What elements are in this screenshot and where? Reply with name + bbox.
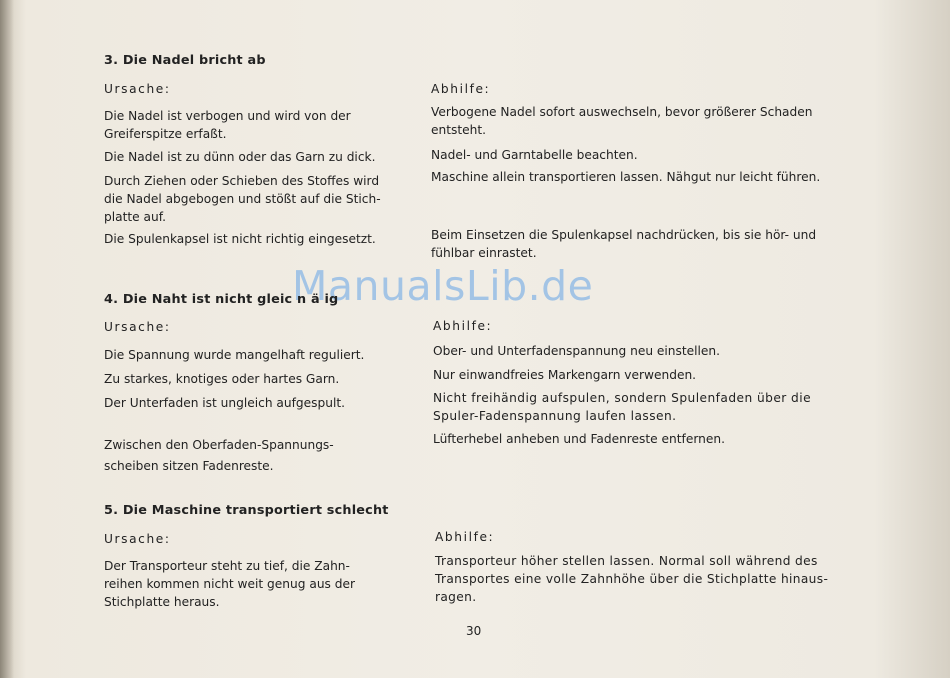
section-4-remedy-label: Abhilfe: [433, 319, 493, 333]
section-5-heading: 5. Die Maschine transportiert schlecht [104, 503, 389, 518]
page-number: 30 [466, 624, 482, 638]
section-4-remedy-2: Nur einwandfreies Markengarn verwenden. [433, 368, 697, 382]
section-3-cause-2: Die Nadel ist zu dünn oder das Garn zu dick. [104, 150, 376, 164]
section-3-cause-label: Ursache: [104, 82, 171, 96]
section-4-cause-label: Ursache: [104, 320, 171, 334]
section-4-remedy-4: Lüfterhebel anheben und Fadenreste entfernen. [433, 432, 725, 446]
section-3-remedy-label: Abhilfe: [431, 82, 491, 96]
section-3-heading: 3. Die Nadel bricht ab [104, 53, 266, 68]
page-binding-shadow [0, 0, 14, 678]
watermark: ManualsLib.de [292, 262, 594, 310]
section-5-cause-label: Ursache: [104, 532, 171, 546]
section-4-cause-1: Die Spannung wurde mangelhaft reguliert. [104, 348, 365, 362]
section-5-remedy-1: Transporteur höher stellen lassen. Normal soll während des Transportes eine volle Zahnhöhe über die Stichplatte hinaus- ragen. [435, 554, 829, 604]
section-4-heading: 4. Die Naht ist nicht gleic n ä ig [104, 292, 339, 307]
section-4-remedy-1: Ober- und Unterfadenspannung neu einstellen. [433, 344, 721, 358]
section-3-cause-4: Die Spulenkapsel ist nicht richtig eingesetzt. [104, 232, 376, 246]
section-3-cause-3: Durch Ziehen oder Schieben des Stoffes wird die Nadel abgebogen und stößt auf die Stich- platte auf. [104, 174, 381, 224]
section-4-cause-4: Zwischen den Oberfaden-Spannungs- scheiben sitzen Fadenreste. [104, 438, 334, 473]
section-5-cause-1: Der Transporteur steht zu tief, die Zahn- reihen kommen nicht weit genug aus der Stichplatte heraus. [104, 559, 356, 609]
section-4-cause-2: Zu starkes, knotiges oder hartes Garn. [104, 372, 340, 386]
section-4-cause-3: Der Unterfaden ist ungleich aufgespult. [104, 396, 346, 410]
section-3-remedy-4: Beim Einsetzen die Spulenkapsel nachdrücken, bis sie hör- und fühlbar einrastet. [431, 228, 817, 260]
section-3-cause-1: Die Nadel ist verbogen und wird von der Greiferspitze erfaßt. [104, 109, 351, 141]
section-3-remedy-1: Verbogene Nadel sofort auswechseln, bevor größerer Schaden entsteht. [431, 105, 813, 137]
section-3-remedy-3: Maschine allein transportieren lassen. Nähgut nur leicht führen. [431, 170, 821, 184]
section-3-remedy-2: Nadel- und Garntabelle beachten. [431, 148, 638, 162]
section-5-remedy-label: Abhilfe: [435, 530, 495, 544]
section-4-remedy-3: Nicht freihändig aufspulen, sondern Spulenfaden über die Spuler-Fadenspannung laufen lassen. [433, 391, 812, 423]
